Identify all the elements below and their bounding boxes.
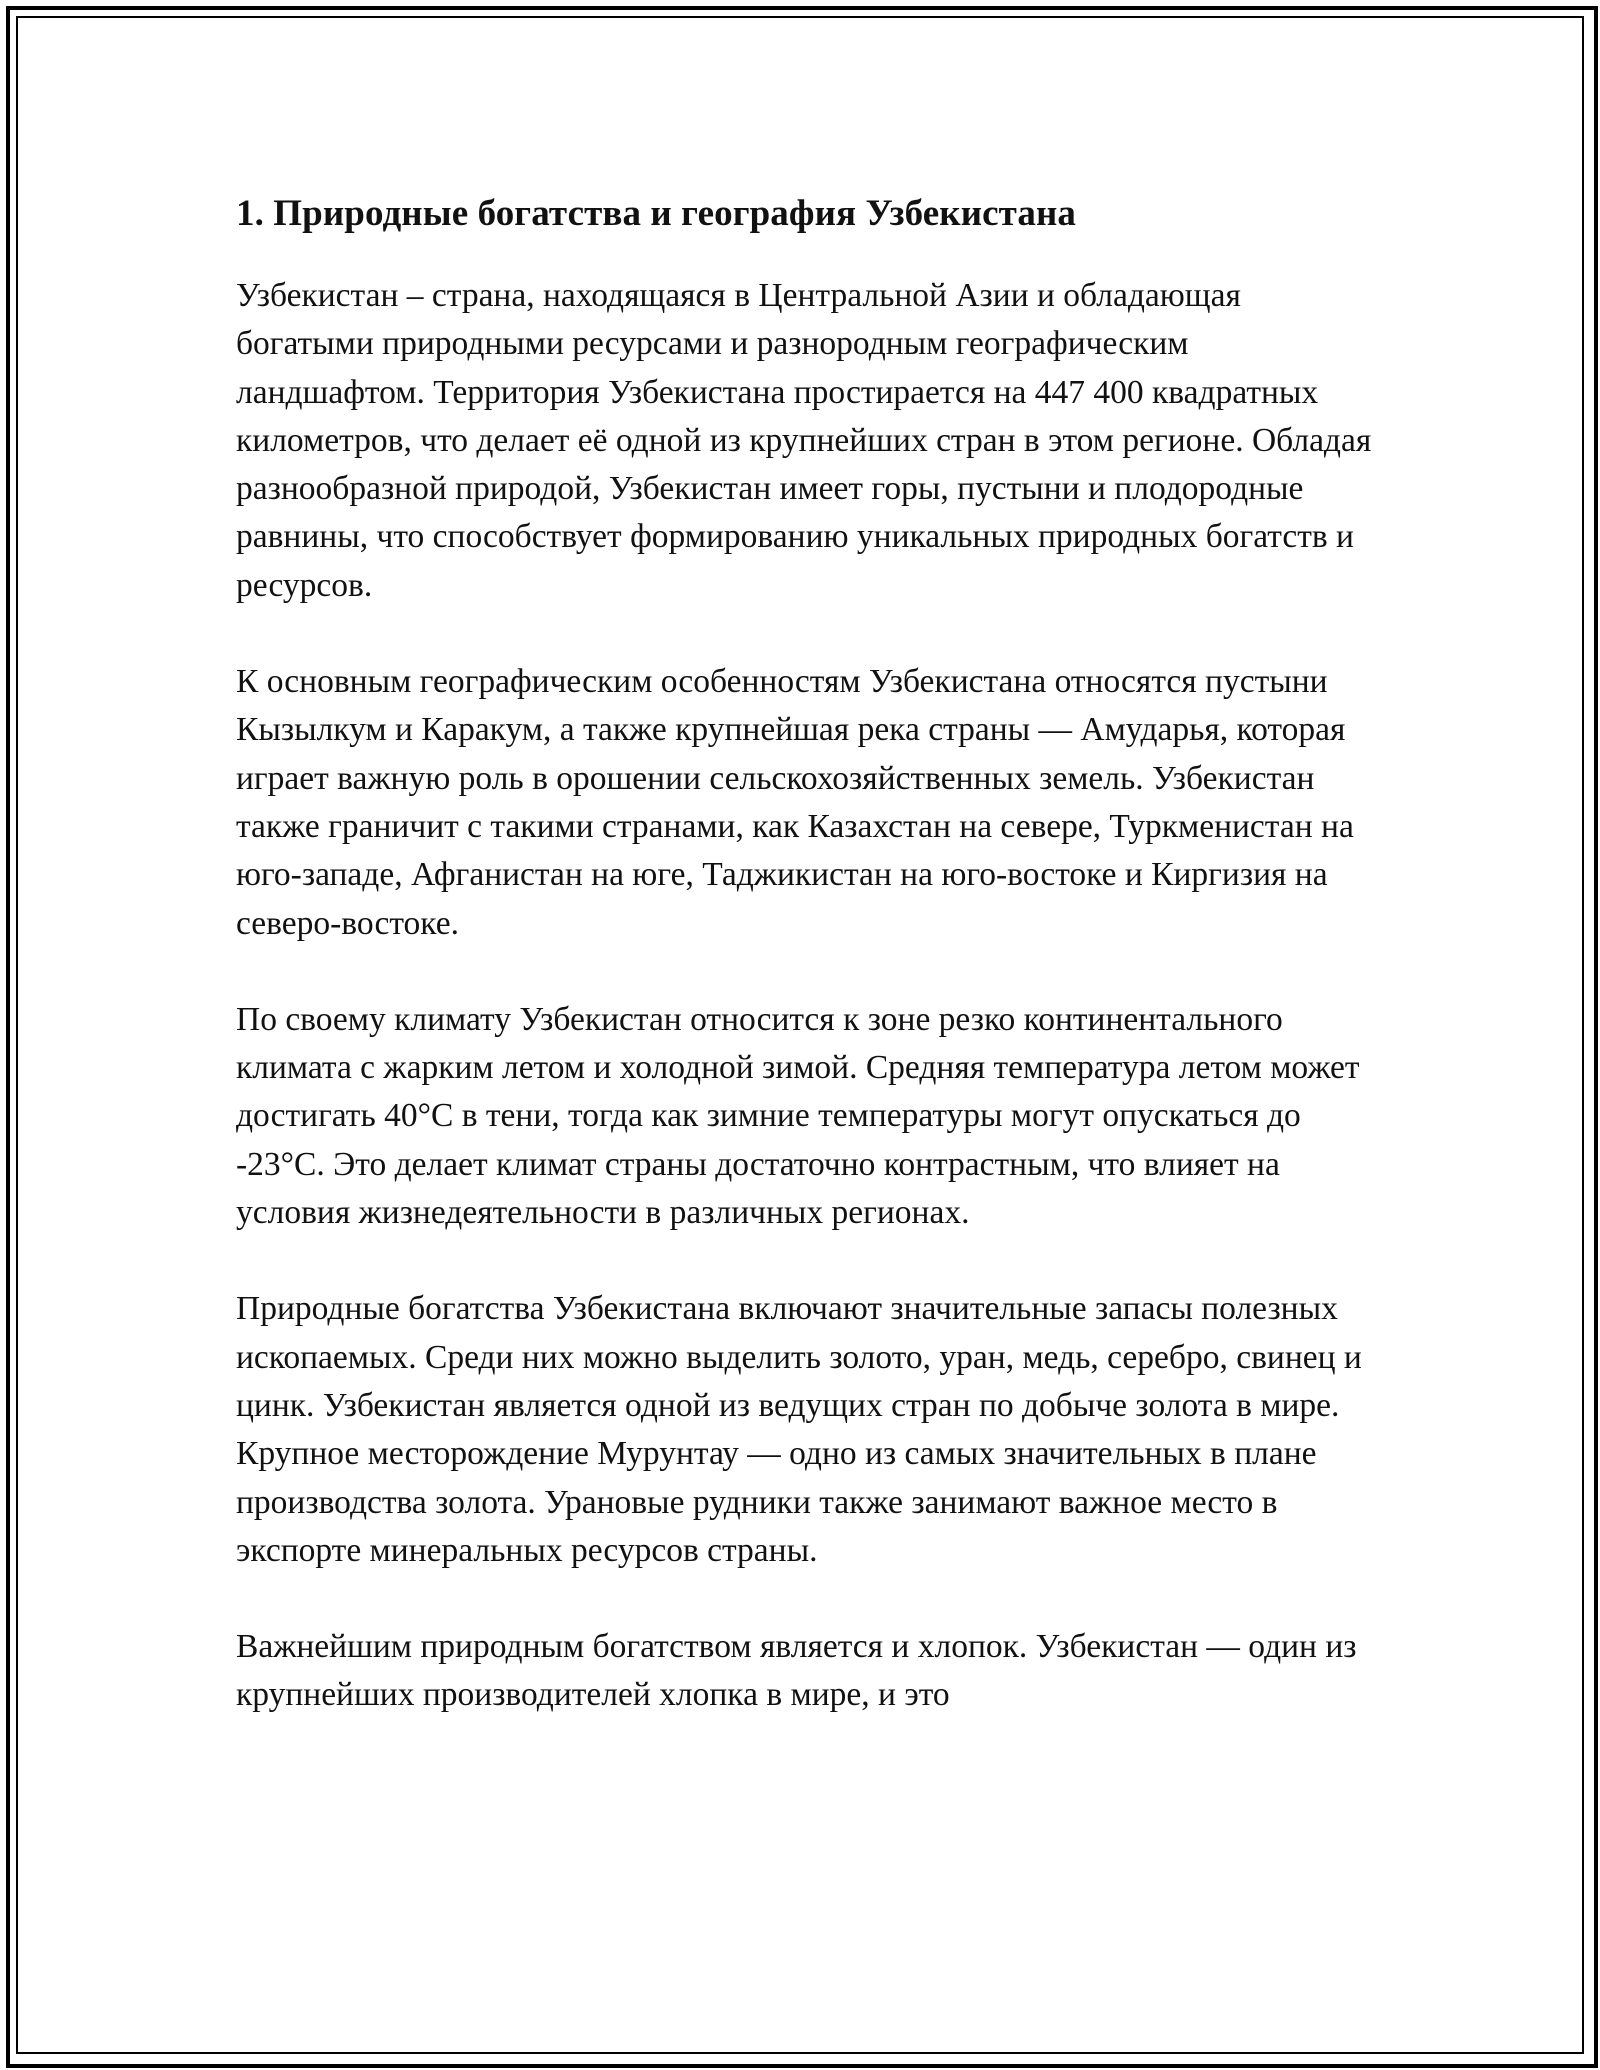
paragraph-geography-overview: Узбекистан – страна, находящаяся в Центральной Азии и обладающая богатыми природными ресурсами и разнородным географическим ландшафтом. Территория Узбекистана простирается на 447 400 квадратных километров, что делает её одной из крупнейших стран в этом регионе. Обладая разнообразной природой, Узбекистан имеет горы, пустыни и плодородные равнины, что способствует формированию уникальных природных богатств и ресурсов. <box>236 277 1372 604</box>
paragraph-minerals: Природные богатства Узбекистана включают значительные запасы полезных ископаемых. Среди них можно выделить золото, уран, медь, серебро, свинец и цинк. Узбекистан является одной из ведущих стран по добыче золота в мире. Крупное месторождение Мурунтау — одно из самых значительных в плане производства золота. Урановые рудники также занимают важное место в экспорте минеральных ресурсов страны. <box>236 1290 1362 1569</box>
document-body <box>236 182 1376 1768</box>
paragraph-cotton: Важнейшим природным богатством является и хлопок. Узбекистан — один из крупнейших производителей хлопка в мире, и это <box>236 1628 1357 1714</box>
section-heading: 1. Природные богатства и география Узбекистана <box>236 193 1076 234</box>
paragraph-climate: По своему климату Узбекистан относится к зоне резко континентального климата с жарким летом и холодной зимой. Средняя температура летом может достигать 40°C в тени, тогда как зимние температуры могут опускаться до -23°C. Это делает климат страны достаточно контрастным, что влияет на условия жизнедеятельности в различных регионах. <box>236 1000 1360 1232</box>
paragraph-geographic-features: К основным географическим особенностям Узбекистана относятся пустыни Кызылкум и Каракум, а также крупнейшая река страны — Амударья, которая играет важную роль в орошении сельскохозяйственных земель. Узбекистан также граничит с такими странами, как Казахстан на севере, Туркменистан на юго-западе, Афганистан на юге, Таджикистан на юго-востоке и Киргизия на северо-востоке. <box>236 663 1354 942</box>
